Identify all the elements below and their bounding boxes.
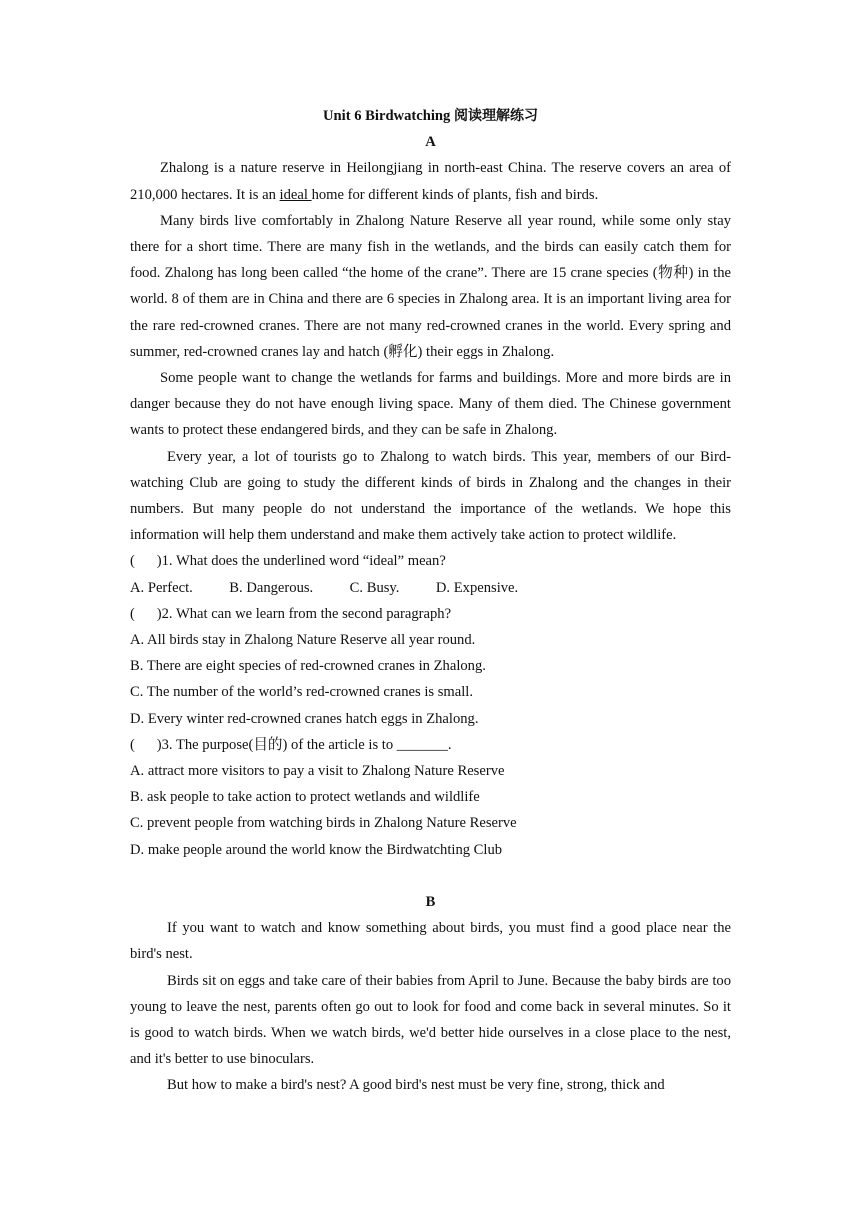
- section-a-paragraph-1: [130, 155, 731, 207]
- question-2-option-a: A. All birds stay in Zhalong Nature Reserve all year round.: [130, 632, 476, 649]
- section-a-paragraph-4: Every year, a lot of tourists go to Zhalong to watch birds. This year, members of our Bird-watching Club are going to study the different kinds of birds in Zhalong and the changes in their numbers. But many people do not understand the importance of the wetlands. We hope this information will help them understand and make them actively take action to protect wildlife.: [130, 448, 731, 544]
- title-english: Unit 6 Birdwatching: [323, 108, 451, 124]
- section-b-heading: B: [425, 893, 436, 910]
- page-title: [130, 103, 731, 129]
- question-3-option-b: B. ask people to take action to protect wetlands and wildlife: [130, 789, 480, 806]
- question-2-option-d: D. Every winter red-crowned cranes hatch eggs in Zhalong.: [130, 710, 479, 727]
- underlined-word-ideal: ideal: [279, 186, 312, 203]
- p1-text-after: home for different kinds of plants, fish and birds.: [311, 186, 599, 203]
- section-a-heading: A: [425, 134, 436, 151]
- p1-text-before: Zhalong is a nature reserve in Heilongjiang in north-east China. The reserve covers an area of 210,000 hectares. It is an: [130, 160, 731, 203]
- question-2: ( )2. What can we learn from the second paragraph?: [130, 605, 452, 622]
- section-a-paragraph-2: Many birds live comfortably in Zhalong Nature Reserve all year round, while some only stay there for a short time. There are many fish in the wetlands, and the birds can easily catch them for food. Zhalong has long been called “the home of the crane”. There are 15 crane species (物种) in the world. 8 of them are in China and there are 6 species in Zhalong area. It is an important living area for the rare red-crowned cranes. There are not many red-crowned cranes in the world. Every spring and summer, red-crowned cranes lay and hatch (孵化) their eggs in Zhalong.: [130, 212, 731, 360]
- section-b-paragraph-2: Birds sit on eggs and take care of their babies from April to June. Because the baby birds are too young to leave the nest, parents often go out to look for food and come back in several minutes. So it is good to watch birds. When we watch birds, we'd better hide ourselves in a close place to the nest, and it's better to use binoculars.: [130, 972, 731, 1068]
- question-2-option-b: B. There are eight species of red-crowned cranes in Zhalong.: [130, 658, 486, 675]
- question-3-option-d: D. make people around the world know the Birdwatchting Club: [130, 841, 503, 858]
- section-b-paragraph-1: If you want to watch and know something about birds, you must find a good place near the bird's nest.: [130, 920, 731, 963]
- question-1-options: A. Perfect. B. Dangerous. C. Busy. D. Expensive.: [130, 579, 519, 596]
- question-2-option-c: C. The number of the world’s red-crowned cranes is small.: [130, 684, 473, 701]
- question-3-option-c: C. prevent people from watching birds in Zhalong Nature Reserve: [130, 815, 517, 832]
- section-a-paragraph-3: Some people want to change the wetlands for farms and buildings. More and more birds are in danger because they do not have enough living space. Many of them died. The Chinese government wants to protect these endangered birds, and they can be safe in Zhalong.: [130, 370, 731, 439]
- section-spacer: [130, 863, 731, 889]
- document-body: [130, 103, 731, 1099]
- section-b-paragraph-3: But how to make a bird's nest? A good bird's nest must be very fine, strong, thick and: [167, 1077, 665, 1094]
- title-chinese: 阅读理解练习: [453, 108, 538, 124]
- question-1: ( )1. What does the underlined word “ideal” mean?: [130, 553, 446, 570]
- question-3: ( )3. The purpose(目的) of the article is to _______.: [130, 736, 452, 753]
- question-3-option-a: A. attract more visitors to pay a visit to Zhalong Nature Reserve: [130, 763, 505, 780]
